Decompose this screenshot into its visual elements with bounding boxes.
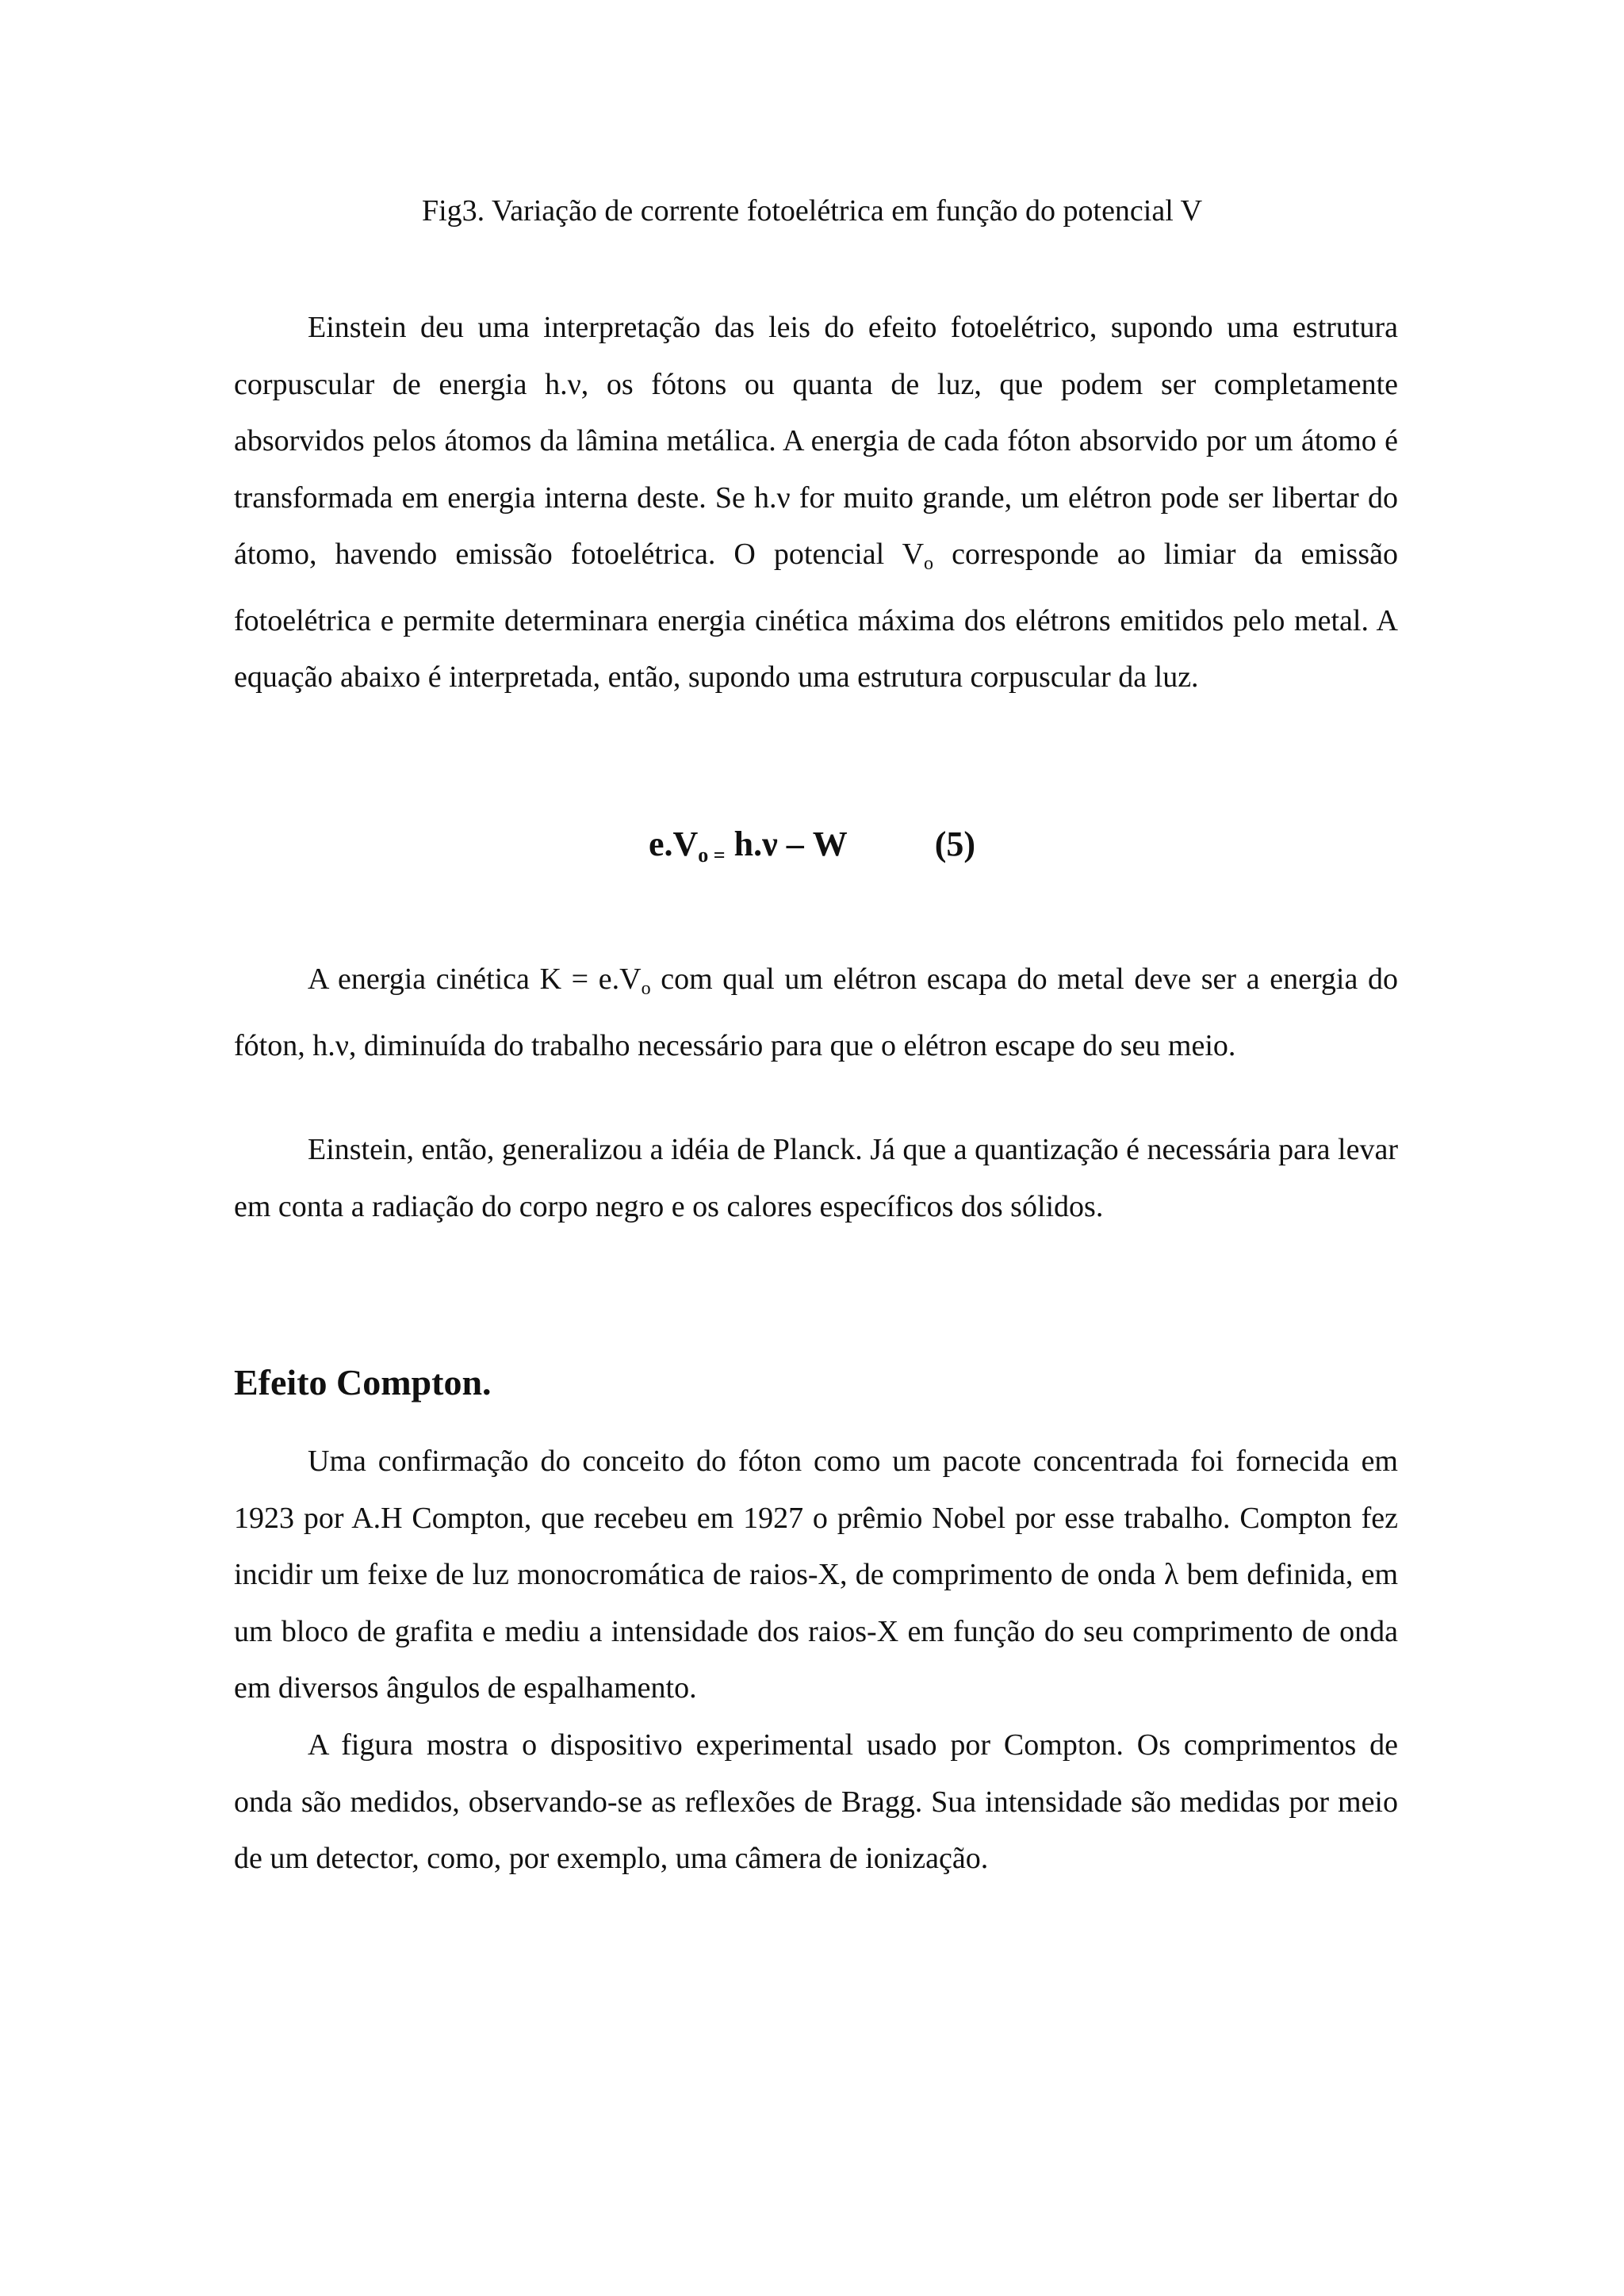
equation-5 [0, 817, 1624, 883]
paragraph-text: A figura mostra o dispositivo experimental usado por Compton. Os comprimentos de onda são medidos, observando-se as reflexões de Bragg. Sua intensidade são medidas por meio de um detector, como, por exemplo, uma câmera de ionização. [234, 1728, 1398, 1875]
paragraph-kinetic-energy [234, 951, 1398, 1074]
equation-rhs: h.ν – W [725, 825, 848, 863]
paragraph-text: Einstein, então, generalizou a idéia de Planck. Já que a quantização é necessária para levar em conta a radiação do corpo negro e os calores específicos dos sólidos. [234, 1133, 1398, 1223]
section-heading-compton: Efeito Compton. [234, 1362, 492, 1402]
paragraph-planck-generalization [234, 1122, 1398, 1235]
paragraph-text: corresponde ao limiar da emissão fotoelétrica e permite determinara energia cinética máxima dos elétrons emitidos pelo metal. A equação abaixo é interpretada, então, supondo uma estrutura corpuscular da luz. [234, 538, 1398, 694]
equation-lhs: e.V [648, 825, 699, 863]
paragraph-text: Einstein deu uma interpretação das leis do efeito fotoelétrico, supondo uma estrutura corpuscular de energia h.ν, os fótons ou quanta de luz, que podem ser completamente absorvidos pelos átomos da lâmina metálica. A energia de cada fóton absorvido por um átomo é transformada em energia interna deste. Se h.ν for muito grande, um elétron pode ser libertar do átomo, havendo emissão fotoelétrica. O potencial V [234, 311, 1398, 571]
paragraph-text: com qual um elétron escapa do metal deve ser a energia do fóton, h.ν, diminuída do trabalho necessário para que o elétron escape do seu meio. [234, 962, 1398, 1062]
equation-number: (5) [934, 825, 976, 863]
subscript: o [924, 553, 934, 574]
paragraph-compton-apparatus [234, 1717, 1398, 1888]
equation-subscript: o = [698, 844, 726, 867]
paragraph-text: Uma confirmação do conceito do fóton como um pacote concentrada foi fornecida em 1923 por A.H Compton, que recebeu em 1927 o prêmio Nobel por esse trabalho. Compton fez incidir um feixe de luz monocromática de raios-X, de comprimento de onda λ bem definida, em um bloco de grafita e mediu a intensidade dos raios-X em função do seu comprimento de onda em diversos ângulos de espalhamento. [234, 1445, 1398, 1705]
figure-caption: Fig3. Variação de corrente fotoelétrica em função do potencial V [421, 194, 1203, 228]
paragraph-text: A energia cinética K = e.V [308, 962, 642, 996]
paragraph-einstein-interpretation [234, 300, 1398, 706]
subscript: o [641, 978, 651, 999]
paragraph-compton-confirmation [234, 1433, 1398, 1717]
